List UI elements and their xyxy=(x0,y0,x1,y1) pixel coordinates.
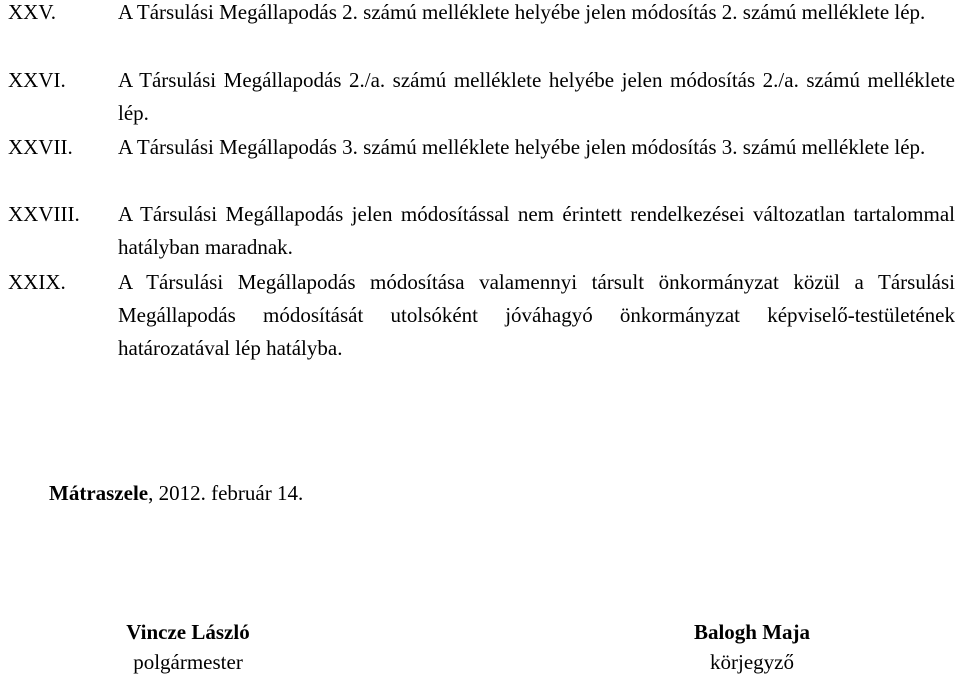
clause-text: A Társulási Megállapodás 2./a. számú melléklete helyébe jelen módosítás 2./a. számú melléklete lép. xyxy=(118,68,955,125)
clause-number: XXVII. xyxy=(8,135,73,159)
clause-number: XXVIII. xyxy=(8,202,80,226)
place-name: Mátraszele xyxy=(49,481,149,505)
clause-number: XXIX. xyxy=(8,270,66,294)
date-text: , 2012. február 14. xyxy=(148,481,304,505)
clause-text: A Társulási Megállapodás jelen módosítással nem érintett rendelkezései változatlan tartalommal hatályban maradnak. xyxy=(118,202,955,259)
place-date-line xyxy=(49,478,303,508)
signatory-name: Balogh Maja xyxy=(693,620,811,644)
signatory-role: körjegyző xyxy=(710,650,794,674)
signature-block-mayor xyxy=(100,617,276,677)
signature-block-notary xyxy=(664,617,840,677)
clause-number: XXV. xyxy=(8,0,57,24)
clause-text: A Társulási Megállapodás 2. számú melléklete helyébe jelen módosítás 2. számú melléklete lép. xyxy=(118,0,926,24)
clause-number: XXVI. xyxy=(8,68,66,92)
clause-text: A Társulási Megállapodás 3. számú melléklete helyébe jelen módosítás 3. számú melléklete lép. xyxy=(118,135,926,159)
signatory-role: polgármester xyxy=(133,650,243,674)
signatory-name: Vincze László xyxy=(126,620,250,644)
clause-text: A Társulási Megállapodás módosítása valamennyi társult önkormányzat közül a Társulási Megállapodás módosítását utolsóként jóváhagyó önkormányzat képviselő-testületének határozatával lép hatályba. xyxy=(118,270,955,360)
